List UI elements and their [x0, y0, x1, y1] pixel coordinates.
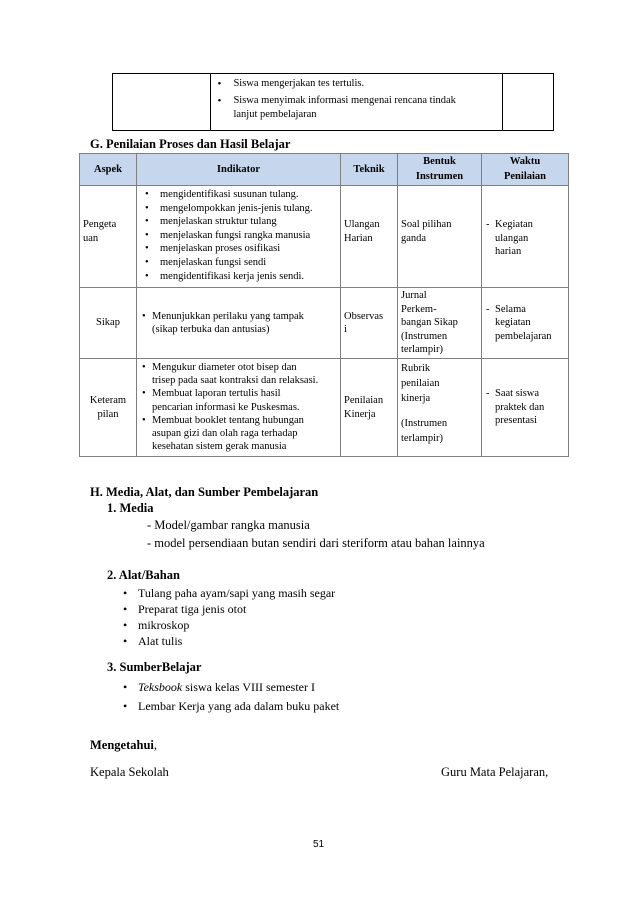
bentuk-line: terlampir): [401, 433, 443, 444]
table-row-keterampilan: [80, 359, 569, 457]
indikator-line: pencarian informasi ke Puskesmas.: [152, 401, 300, 413]
activity-bullet: • Siswa menyimak informasi mengenai rencana tindak: [211, 94, 502, 108]
assessment-table: [79, 153, 569, 457]
list-item: • mikroskop: [120, 617, 335, 633]
mengetahui-label: [90, 738, 157, 753]
indikator-line: trisep pada saat kontraksi dan relaksasi.: [152, 375, 319, 387]
indikator-item: [140, 387, 337, 413]
cell-bentuk: [398, 186, 482, 288]
indikator-item: [140, 310, 337, 336]
teknik-line: Ulangan: [344, 219, 380, 230]
header-bentuk-line2: Instrumen: [415, 170, 464, 182]
activity-continuation-table: [112, 73, 554, 131]
alat-list: [120, 585, 335, 649]
header-waktu-line1: Waktu: [509, 155, 541, 167]
cell-waktu: [482, 359, 569, 457]
cell-indikator: [137, 186, 341, 288]
teknik-line: Harian: [344, 232, 373, 244]
bentuk-line: (Instrumen: [401, 330, 448, 342]
aspek-line: uan: [83, 232, 99, 244]
indikator-item: • menjelaskan struktur tulang: [140, 215, 337, 229]
indikator-item: • mengidentifikasi kerja jenis sendi.: [140, 270, 337, 284]
waktu-line: kegiatan: [495, 317, 531, 329]
waktu-line: ulangan: [495, 232, 529, 244]
activity-bullet-cont: lanjut pembelajaran: [233, 109, 317, 120]
waktu-line: - Selama: [485, 303, 565, 317]
indikator-line: Mengukur diameter otot bisep dan: [152, 362, 297, 373]
table-row-pengetahuan: [80, 186, 569, 288]
cell-indikator: [137, 359, 341, 457]
activity-cell: [211, 74, 503, 131]
media-title: 1. Media: [107, 501, 154, 515]
list-item: • Preparat tiga jenis otot: [120, 601, 335, 617]
bentuk-line: bangan Sikap: [401, 317, 458, 329]
waktu-line: - Saat siswa: [485, 387, 565, 401]
section-h-title: H. Media, Alat, dan Sumber Pembelajaran: [90, 485, 319, 499]
bentuk-line: Soal pilihan: [401, 219, 452, 230]
indikator-line: Membuat laporan tertulis hasil: [152, 388, 281, 400]
media-item: - Model/gambar rangka manusia: [147, 518, 310, 532]
mengetahui-text: Mengetahui: [90, 738, 154, 752]
header-bentuk-line1: Bentuk: [423, 155, 456, 167]
sumber-list: [120, 678, 339, 716]
bentuk-line: kinerja: [401, 393, 431, 404]
bentuk-line: Jurnal: [401, 290, 427, 302]
cell-waktu: [482, 186, 569, 288]
aspek-line: Keteram: [89, 395, 127, 406]
indikator-line: Membuat booklet tentang hubungan: [152, 414, 304, 426]
teknik-line: i: [344, 324, 347, 335]
cell-teknik: [341, 186, 398, 288]
cell-bentuk: [398, 288, 482, 359]
cell-teknik: [341, 288, 398, 359]
alat-title: 2. Alat/Bahan: [107, 568, 180, 582]
list-item: [120, 697, 339, 716]
cell-aspek: [80, 288, 137, 359]
bentuk-line: terlampir): [401, 344, 443, 356]
waktu-line: harian: [495, 246, 522, 257]
bentuk-line: ganda: [401, 232, 427, 244]
guru-label: Guru Mata Pelajaran,: [441, 765, 549, 779]
aspek-line: Pengeta: [83, 219, 117, 230]
sumber-text: siswa kelas VIII semester I: [182, 680, 315, 694]
list-item: [120, 678, 339, 697]
section-g-title: G. Penilaian Proses dan Hasil Belajar: [90, 137, 291, 151]
waktu-line: pembelajaran: [495, 330, 552, 342]
indikator-item: • menjelaskan fungsi sendi: [140, 256, 337, 270]
cell-aspek: [80, 359, 137, 457]
indikator-item: [140, 414, 337, 454]
media-item: - model persendiaan butan sendiri dari steriform atau bahan lainnya: [147, 536, 485, 550]
sumber-title: 3. SumberBelajar: [107, 660, 202, 674]
bentuk-line: Rubrik: [401, 363, 431, 374]
teknik-line: Penilaian: [344, 395, 384, 406]
waktu-line: presentasi: [495, 415, 537, 427]
cell-bentuk: [398, 359, 482, 457]
aspek-line: pilan: [97, 408, 119, 420]
teknik-line: Kinerja: [344, 408, 376, 420]
cell-teknik: [341, 359, 398, 457]
indikator-list: [140, 310, 337, 336]
table-header-row: [80, 154, 569, 186]
header-bentuk: [398, 154, 482, 186]
sumber-italic: Teksbook: [138, 680, 183, 694]
indikator-item: • menjelaskan fungsi rangka manusia: [140, 229, 337, 243]
indikator-line: (sikap terbuka dan antusias): [152, 324, 270, 335]
teknik-line: Observas: [344, 310, 384, 322]
indikator-line: kesehatan sistem gerak manusia: [152, 441, 287, 453]
cell-indikator: [137, 288, 341, 359]
indikator-list: [140, 188, 337, 287]
indikator-item: • mengidentifikasi susunan tulang.: [140, 188, 337, 202]
waktu-line: - Kegiatan: [485, 218, 565, 232]
mengetahui-comma: ,: [153, 738, 158, 752]
waktu-line: praktek dan: [495, 401, 545, 413]
list-item: • Alat tulis: [120, 633, 335, 649]
activity-bullet: • Siswa mengerjakan tes tertulis.: [211, 77, 502, 91]
indikator-list: [140, 361, 337, 453]
header-indikator: Indikator: [137, 154, 341, 186]
indikator-line: asupan gizi dan olah raga terhadap: [152, 428, 298, 440]
empty-cell: [503, 74, 554, 131]
indikator-item: [140, 361, 337, 387]
sumber-text: Lembar Kerja yang ada dalam buku paket: [138, 699, 340, 713]
indikator-line: Menunjukkan perilaku yang tampak: [152, 310, 304, 322]
header-waktu: [482, 154, 569, 186]
header-teknik: Teknik: [341, 154, 398, 186]
bentuk-line: [401, 406, 478, 416]
cell-aspek: [80, 186, 137, 288]
indikator-item: • mengelompokkan jenis-jenis tulang.: [140, 202, 337, 216]
empty-cell: [113, 74, 211, 131]
indikator-item: • menjelaskan proses osifikasi: [140, 242, 337, 256]
table-row-sikap: [80, 288, 569, 359]
bentuk-line: Perkem-: [401, 303, 437, 315]
aspek-line: Sikap: [96, 317, 120, 329]
bentuk-line: penilaian: [401, 378, 440, 389]
list-item: • Tulang paha ayam/sapi yang masih segar: [120, 585, 335, 601]
header-aspek: Aspek: [80, 154, 137, 186]
kepala-sekolah-label: Kepala Sekolah: [90, 765, 169, 779]
page-number: 51: [313, 839, 325, 850]
bentuk-line: (Instrumen: [401, 418, 448, 429]
header-waktu-line2: Penilaian: [503, 170, 546, 182]
cell-waktu: [482, 288, 569, 359]
